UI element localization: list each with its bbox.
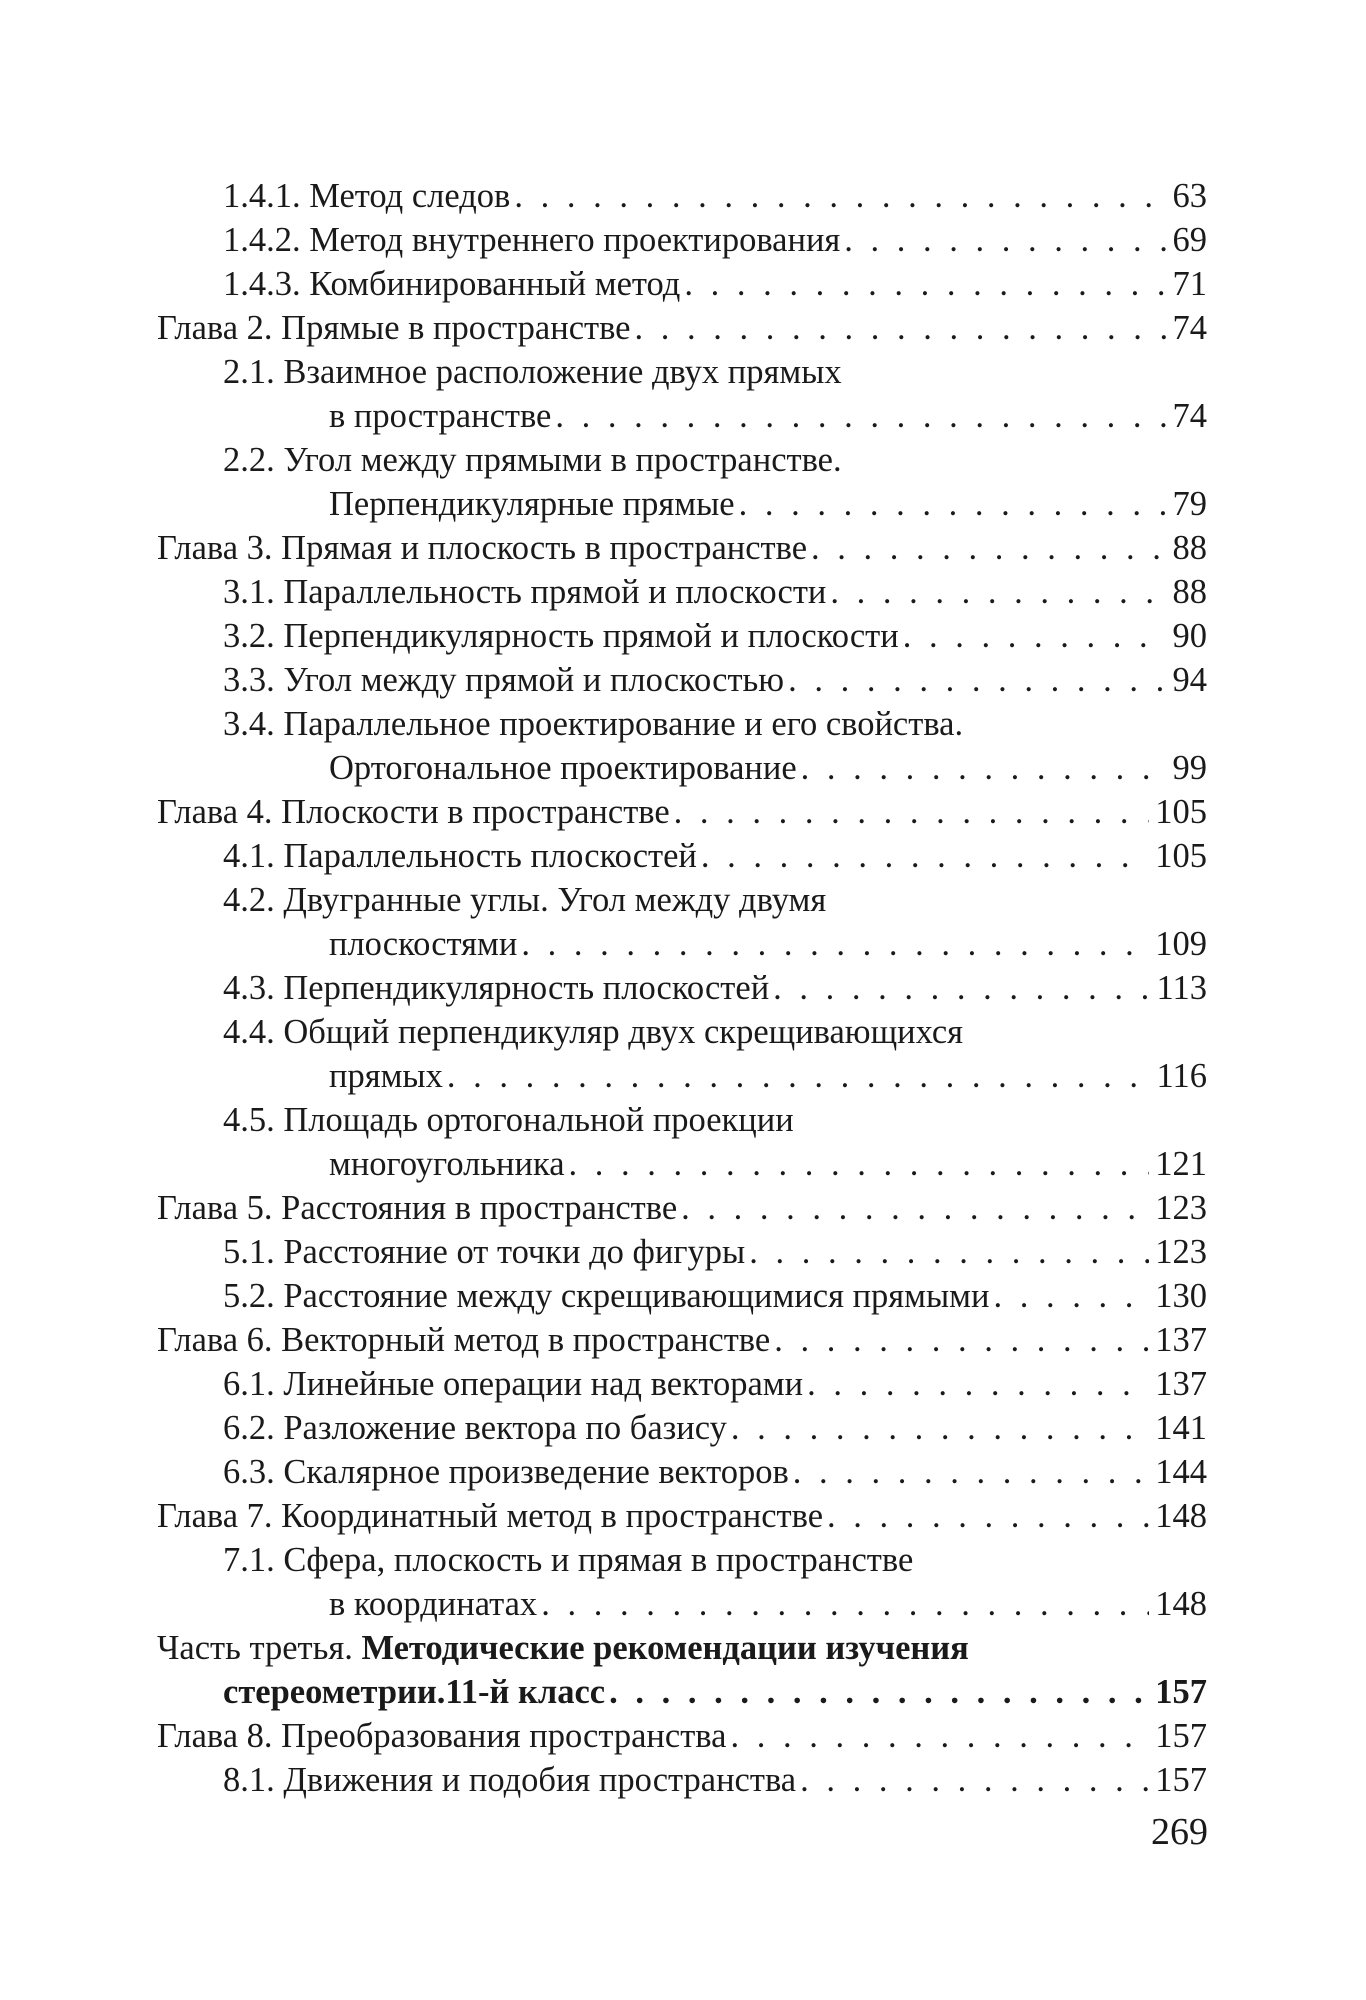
toc-entry [157, 1758, 1207, 1802]
dot-leader [730, 1714, 1149, 1758]
dot-leader [830, 570, 1166, 614]
toc-entry-page: 157 [1155, 1717, 1207, 1755]
toc-entry [157, 1714, 1207, 1758]
toc-entry [157, 526, 1207, 570]
toc-entry-title: Глава 2. Прямые в пространстве [157, 309, 631, 347]
toc-entry [157, 1010, 1207, 1054]
toc-entry-title: 6.1. Линейные операции над векторами [223, 1365, 804, 1403]
toc-entry [157, 1186, 1207, 1230]
toc-entry-page: 99 [1172, 749, 1207, 787]
dot-leader [684, 262, 1166, 306]
toc-entry-title: 3.1. Параллельность прямой и плоскости [223, 573, 827, 611]
toc-entry-title: 2.2. Угол между прямыми в пространстве. [223, 441, 842, 479]
toc-entry-title: многоугольника [329, 1145, 565, 1183]
part-prefix: Часть третья. [157, 1629, 362, 1667]
dot-leader [903, 614, 1167, 658]
toc-entry-page: 130 [1155, 1277, 1207, 1315]
dot-leader [788, 658, 1166, 702]
dot-leader [731, 1406, 1149, 1450]
dot-leader [993, 1274, 1149, 1318]
dot-leader [674, 790, 1150, 834]
toc-entry [157, 878, 1207, 922]
toc-entry [157, 1054, 1207, 1098]
toc-entry-title: Глава 5. Расстояния в пространстве [157, 1189, 678, 1227]
toc-entry-page: 71 [1172, 265, 1207, 303]
toc-entry-page: 105 [1155, 793, 1207, 831]
toc-entry-title: 4.4. Общий перпендикуляр двух скрещивающихся [223, 1013, 964, 1051]
toc-entry [157, 702, 1207, 746]
toc-entry-title: 3.3. Угол между прямой и плоскостью [223, 661, 785, 699]
toc-entry [157, 834, 1207, 878]
dot-leader [793, 1450, 1150, 1494]
dot-leader [739, 482, 1167, 526]
toc-entry-page: 69 [1172, 221, 1207, 259]
toc-entry-page: 79 [1172, 485, 1207, 523]
toc-entry-page: 121 [1155, 1145, 1207, 1183]
toc-entry [157, 438, 1207, 482]
toc-entry-title: 5.1. Расстояние от точки до фигуры [223, 1233, 746, 1271]
toc-entry-page: 109 [1155, 925, 1207, 963]
toc-entry [157, 306, 1207, 350]
toc-entry [157, 1582, 1207, 1626]
toc-entry-title: 3.2. Перпендикулярность прямой и плоскости [223, 617, 899, 655]
toc-entry-title: 6.2. Разложение вектора по базису [223, 1409, 727, 1447]
toc-entry [157, 966, 1207, 1010]
toc-entry-title: прямых [329, 1057, 443, 1095]
toc-entry [157, 1274, 1207, 1318]
toc-entry [157, 746, 1207, 790]
toc-entry-page: 148 [1155, 1497, 1207, 1535]
toc-entry-title [157, 1626, 969, 1670]
toc-entry [157, 1230, 1207, 1274]
toc-entry [157, 790, 1207, 834]
dot-leader [569, 1142, 1150, 1186]
dot-leader [773, 966, 1150, 1010]
dot-leader [749, 1230, 1149, 1274]
toc-entry-title: стереометрии.11-й класс [223, 1673, 606, 1711]
toc-entry-page: 90 [1172, 617, 1207, 655]
toc-entry [157, 1670, 1207, 1714]
toc-entry-title: 1.4.1. Метод следов [223, 177, 511, 215]
toc-entry-title: Глава 6. Векторный метод в пространстве [157, 1321, 771, 1359]
toc-entry-title: 4.3. Перпендикулярность плоскостей [223, 969, 770, 1007]
dot-leader [774, 1318, 1149, 1362]
toc-entry-title: Ортогональное проектирование [329, 749, 797, 787]
toc-entry [157, 1098, 1207, 1142]
toc-entry [157, 350, 1207, 394]
toc-entry-title: 5.2. Расстояние между скрещивающимися прямыми [223, 1277, 990, 1315]
toc-entry-title: 6.3. Скалярное произведение векторов [223, 1453, 789, 1491]
toc-entry-page: 88 [1172, 573, 1207, 611]
dot-leader [609, 1670, 1149, 1714]
toc-entry-page: 137 [1155, 1321, 1207, 1359]
toc-entry-title: Глава 4. Плоскости в пространстве [157, 793, 670, 831]
toc-entry-title: 3.4. Параллельное проектирование и его свойства. [223, 705, 964, 743]
toc-entry-title: в координатах [329, 1585, 538, 1623]
toc-entry-page: 94 [1172, 661, 1207, 699]
toc-entry-title: 4.1. Параллельность плоскостей [223, 837, 697, 875]
dot-leader [541, 1582, 1149, 1626]
toc-entry-title: в пространстве [329, 397, 552, 435]
toc-entry-page: 116 [1156, 1057, 1207, 1095]
toc-entry-title: Перпендикулярные прямые [329, 485, 735, 523]
toc-entry-page: 74 [1172, 397, 1207, 435]
dot-leader [521, 922, 1149, 966]
toc-entry-title: 8.1. Движения и подобия пространства [223, 1761, 797, 1799]
toc-entry [157, 262, 1207, 306]
toc-entry [157, 1142, 1207, 1186]
toc-entry-title: 1.4.3. Комбинированный метод [223, 265, 681, 303]
toc-entry-page: 105 [1155, 837, 1207, 875]
dot-leader [844, 218, 1166, 262]
toc-entry-page: 137 [1155, 1365, 1207, 1403]
toc-entry [157, 1494, 1207, 1538]
page-number: 269 [1151, 1811, 1208, 1853]
toc-entry [157, 1450, 1207, 1494]
part-title: Методические рекомендации изучения [361, 1629, 969, 1667]
toc-entry-page: 123 [1155, 1233, 1207, 1271]
toc-entry [157, 1626, 1207, 1670]
toc-entry-title: Глава 3. Прямая и плоскость в пространстве [157, 529, 808, 567]
dot-leader [701, 834, 1149, 878]
toc-entry-title: плоскостями [329, 925, 518, 963]
dot-leader [447, 1054, 1151, 1098]
toc-entry [157, 922, 1207, 966]
dot-leader [827, 1494, 1149, 1538]
toc-entry [157, 1362, 1207, 1406]
toc-entry [157, 482, 1207, 526]
toc-entry-page: 144 [1155, 1453, 1207, 1491]
dot-leader [807, 1362, 1149, 1406]
toc-entry [157, 394, 1207, 438]
toc-entry [157, 1406, 1207, 1450]
toc-entry [157, 1318, 1207, 1362]
toc-entry-page: 63 [1172, 177, 1207, 215]
dot-leader [811, 526, 1166, 570]
dot-leader [801, 746, 1167, 790]
toc-entry-page: 123 [1155, 1189, 1207, 1227]
toc-entry-page: 88 [1172, 529, 1207, 567]
toc-entry-page: 157 [1155, 1673, 1207, 1711]
dot-leader [635, 306, 1167, 350]
toc-entry-page: 141 [1155, 1409, 1207, 1447]
dot-leader [800, 1758, 1149, 1802]
dot-leader [555, 394, 1166, 438]
dot-leader [514, 174, 1166, 218]
toc-entry-title: Глава 7. Координатный метод в пространстве [157, 1497, 824, 1535]
toc-entry [157, 570, 1207, 614]
toc-entry [157, 174, 1207, 218]
toc-entry-title: 4.2. Двугранные углы. Угол между двумя [223, 881, 827, 919]
toc-entry [157, 614, 1207, 658]
toc-entry [157, 1538, 1207, 1582]
toc-entry-title: Глава 8. Преобразования пространства [157, 1717, 727, 1755]
dot-leader [681, 1186, 1149, 1230]
toc-entry [157, 658, 1207, 702]
table-of-contents [157, 174, 1207, 1802]
toc-entry-page: 74 [1172, 309, 1207, 347]
toc-entry-title: 2.1. Взаимное расположение двух прямых [223, 353, 842, 391]
toc-entry-page: 113 [1156, 969, 1207, 1007]
toc-entry-title: 1.4.2. Метод внутреннего проектирования [223, 221, 841, 259]
toc-entry-title: 4.5. Площадь ортогональной проекции [223, 1101, 794, 1139]
toc-entry-page: 148 [1155, 1585, 1207, 1623]
toc-entry [157, 218, 1207, 262]
toc-entry-page: 157 [1155, 1761, 1207, 1799]
toc-entry-title: 7.1. Сфера, плоскость и прямая в пространстве [223, 1541, 914, 1579]
